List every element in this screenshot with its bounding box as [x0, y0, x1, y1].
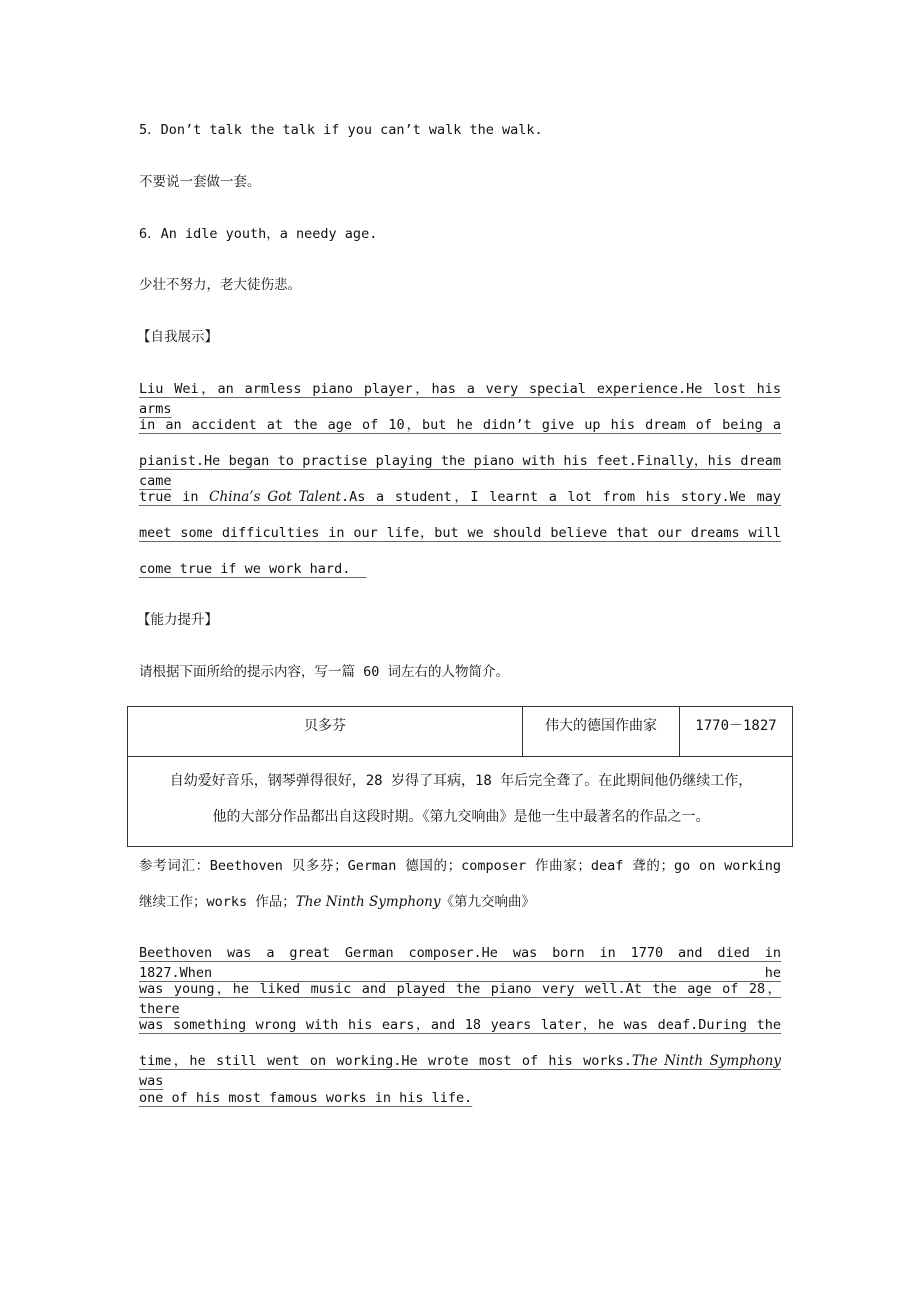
vocab-line-2: [139, 892, 535, 912]
cell-title: 伟大的德国作曲家: [523, 707, 680, 757]
section-heading-ability: 【能力提升】: [137, 612, 218, 628]
answer-line: [139, 979, 781, 1019]
text-segment: was something wrong with his ears，and 18 years later，he was deaf.During the: [139, 1017, 781, 1033]
section-heading-self: 【自我展示】: [137, 329, 218, 345]
text-segment: Liu Wei，an armless piano player，has a very special experience.He lost his arms: [139, 381, 781, 417]
text-segment: in an accident at the age of 10，but he didn’t give up his dream of being a: [139, 417, 781, 433]
self-answer-last-line: come true if we work hard.: [139, 561, 367, 577]
proverb-6-zh: 少壮不努力，老大徒伤悲。: [139, 277, 301, 293]
text-segment: time，he still went on working.He wrote most of his works.: [139, 1053, 632, 1069]
info-table: [127, 706, 793, 847]
answer-last-line: one of his most famous works in his life.: [139, 1090, 473, 1106]
answer-line: [139, 943, 781, 983]
italic-title: The Ninth Symphony: [631, 1053, 781, 1069]
vocab-text-zh: 《第九交响曲》: [440, 894, 535, 910]
answer-line: [139, 1015, 781, 1035]
text-segment: pianist.He began to practise playing the piano with his feet.Finally，his dream came: [139, 453, 781, 489]
vocab-text: 继续工作；works 作品；: [139, 894, 296, 910]
vocab-line-1: 参考词汇：Beethoven 贝多芬；German 德国的；composer 作曲家；deaf 聋的；go on working: [139, 858, 781, 874]
proverb-5-en: 5．Don’t talk the talk if you can’t walk the walk.: [139, 122, 543, 138]
answer-line: [139, 415, 781, 435]
answer-line: [139, 523, 781, 543]
italic-title: China’s Got Talent: [209, 489, 341, 505]
proverb-6-en: 6．An idle youth，a needy age.: [139, 226, 378, 242]
description-line-2: 他的大部分作品都出自这段时期。《第九交响曲》是他一生中最著名的作品之一。: [212, 809, 710, 825]
cell-description: [128, 757, 793, 847]
instruction-text: 请根据下面所给的提示内容，写一篇 60 词左右的人物简介。: [139, 664, 510, 680]
text-segment: .As a student，I learnt a lot from his story.We may: [340, 489, 781, 505]
text-segment: was: [139, 1073, 164, 1089]
proverb-5-zh: 不要说一套做一套。: [139, 174, 261, 190]
answer-line: [139, 451, 781, 491]
vocab-italic-title: The Ninth Symphony: [295, 894, 441, 910]
cell-name: 贝多芬: [128, 707, 523, 757]
text-segment: Beethoven was a great German composer.He was born in 1770 and died in 1827.When he: [139, 945, 781, 981]
text-segment: was young，he liked music and played the piano very well.At the age of 28，there: [139, 981, 781, 1017]
text-segment: true in: [139, 489, 210, 505]
description-line-1: 自幼爱好音乐，钢琴弹得很好，28 岁得了耳病，18 年后完全聋了。在此期间他仍继续工作，: [169, 773, 753, 789]
text-segment: meet some difficulties in our life，but we should believe that our dreams will: [139, 525, 781, 541]
cell-years: 1770－1827: [680, 707, 793, 757]
answer-line: [139, 379, 781, 419]
answer-line: [139, 487, 781, 507]
answer-line: [139, 1051, 781, 1091]
